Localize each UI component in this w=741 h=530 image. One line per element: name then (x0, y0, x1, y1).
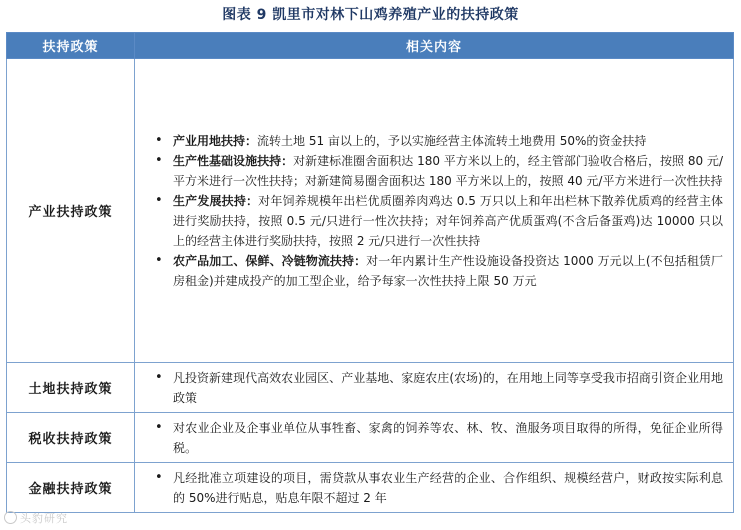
item-keyword: 农产品加工、保鲜、冷链物流扶持： (173, 254, 367, 268)
watermark (4, 510, 68, 526)
list-item (173, 418, 723, 458)
item-keyword: 生产性基础设施扶持： (173, 154, 294, 168)
row-content (135, 363, 734, 413)
row-label: 土地扶持政策 (7, 363, 135, 413)
row-content (135, 59, 734, 363)
row-label: 税收扶持政策 (7, 413, 135, 463)
item-keyword: 生产发展扶持： (173, 194, 259, 208)
table-row (7, 413, 734, 463)
item-text: 对新建标准圈舍面积达 180 平方米以上的，经主管部门验收合格后，按照 80 元/平方米进行一次性扶持；对新建简易圈舍面积达 180 平方米以上的，按照 40 元/平方米进行一次性扶持 (173, 154, 723, 188)
header-policy: 扶持政策 (7, 33, 135, 59)
item-text: 凡经批准立项建设的项目，需贷款从事农业生产经营的企业、合作组织、规模经营户，财政按实际利息的 50%进行贴息，贴息年限不超过 2 年 (173, 471, 723, 505)
item-text: 对年饲养规模年出栏优质圈养肉鸡达 0.5 万只以上和年出栏林下散养优质鸡的经营主体进行奖励扶持，按照 0.5 元/只进行一性次扶持；对年饲养高产优质蛋鸡(不含后备蛋鸡)达 10000 只以上的经营主体进行奖励扶持，按照 2 元/只进行一次性扶持 (173, 194, 723, 248)
item-keyword: 产业用地扶持： (173, 134, 258, 148)
list-item (173, 251, 723, 291)
watermark-logo-icon (4, 511, 17, 524)
header-content: 相关内容 (135, 33, 734, 59)
item-text: 流转土地 51 亩以上的，予以实施经营主体流转土地费用 50%的资金扶持 (257, 134, 647, 148)
list-item (173, 368, 723, 408)
row-label: 产业扶持政策 (7, 59, 135, 363)
table-row (7, 59, 734, 363)
watermark-text: 头豹研究 (20, 512, 68, 525)
figure-title: 图表 9 凯里市对林下山鸡养殖产业的扶持政策 (222, 7, 519, 23)
row-content (135, 413, 734, 463)
item-text: 对一年内累计生产性设施设备投资达 1000 万元以上(不包括租赁厂房租金)并建成投产的加工型企业，给予每家一次性扶持上限 50 万元 (173, 254, 723, 288)
list-item (173, 131, 723, 151)
row-label: 金融扶持政策 (7, 463, 135, 513)
list-item (173, 191, 723, 251)
row-content (135, 463, 734, 513)
list-item (173, 151, 723, 191)
table-row (7, 363, 734, 413)
list-item (173, 468, 723, 508)
item-text: 凡投资新建现代高效农业园区、产业基地、家庭农庄(农场)的，在用地上同等享受我市招商引资企业用地政策 (173, 371, 723, 405)
table-header-row (7, 33, 734, 59)
policy-table (6, 32, 734, 513)
table-row (7, 463, 734, 513)
item-text: 对农业企业及企事业单位从事牲畜、家禽的饲养等农、林、牧、渔服务项目取得的所得，免征企业所得税。 (173, 421, 723, 455)
